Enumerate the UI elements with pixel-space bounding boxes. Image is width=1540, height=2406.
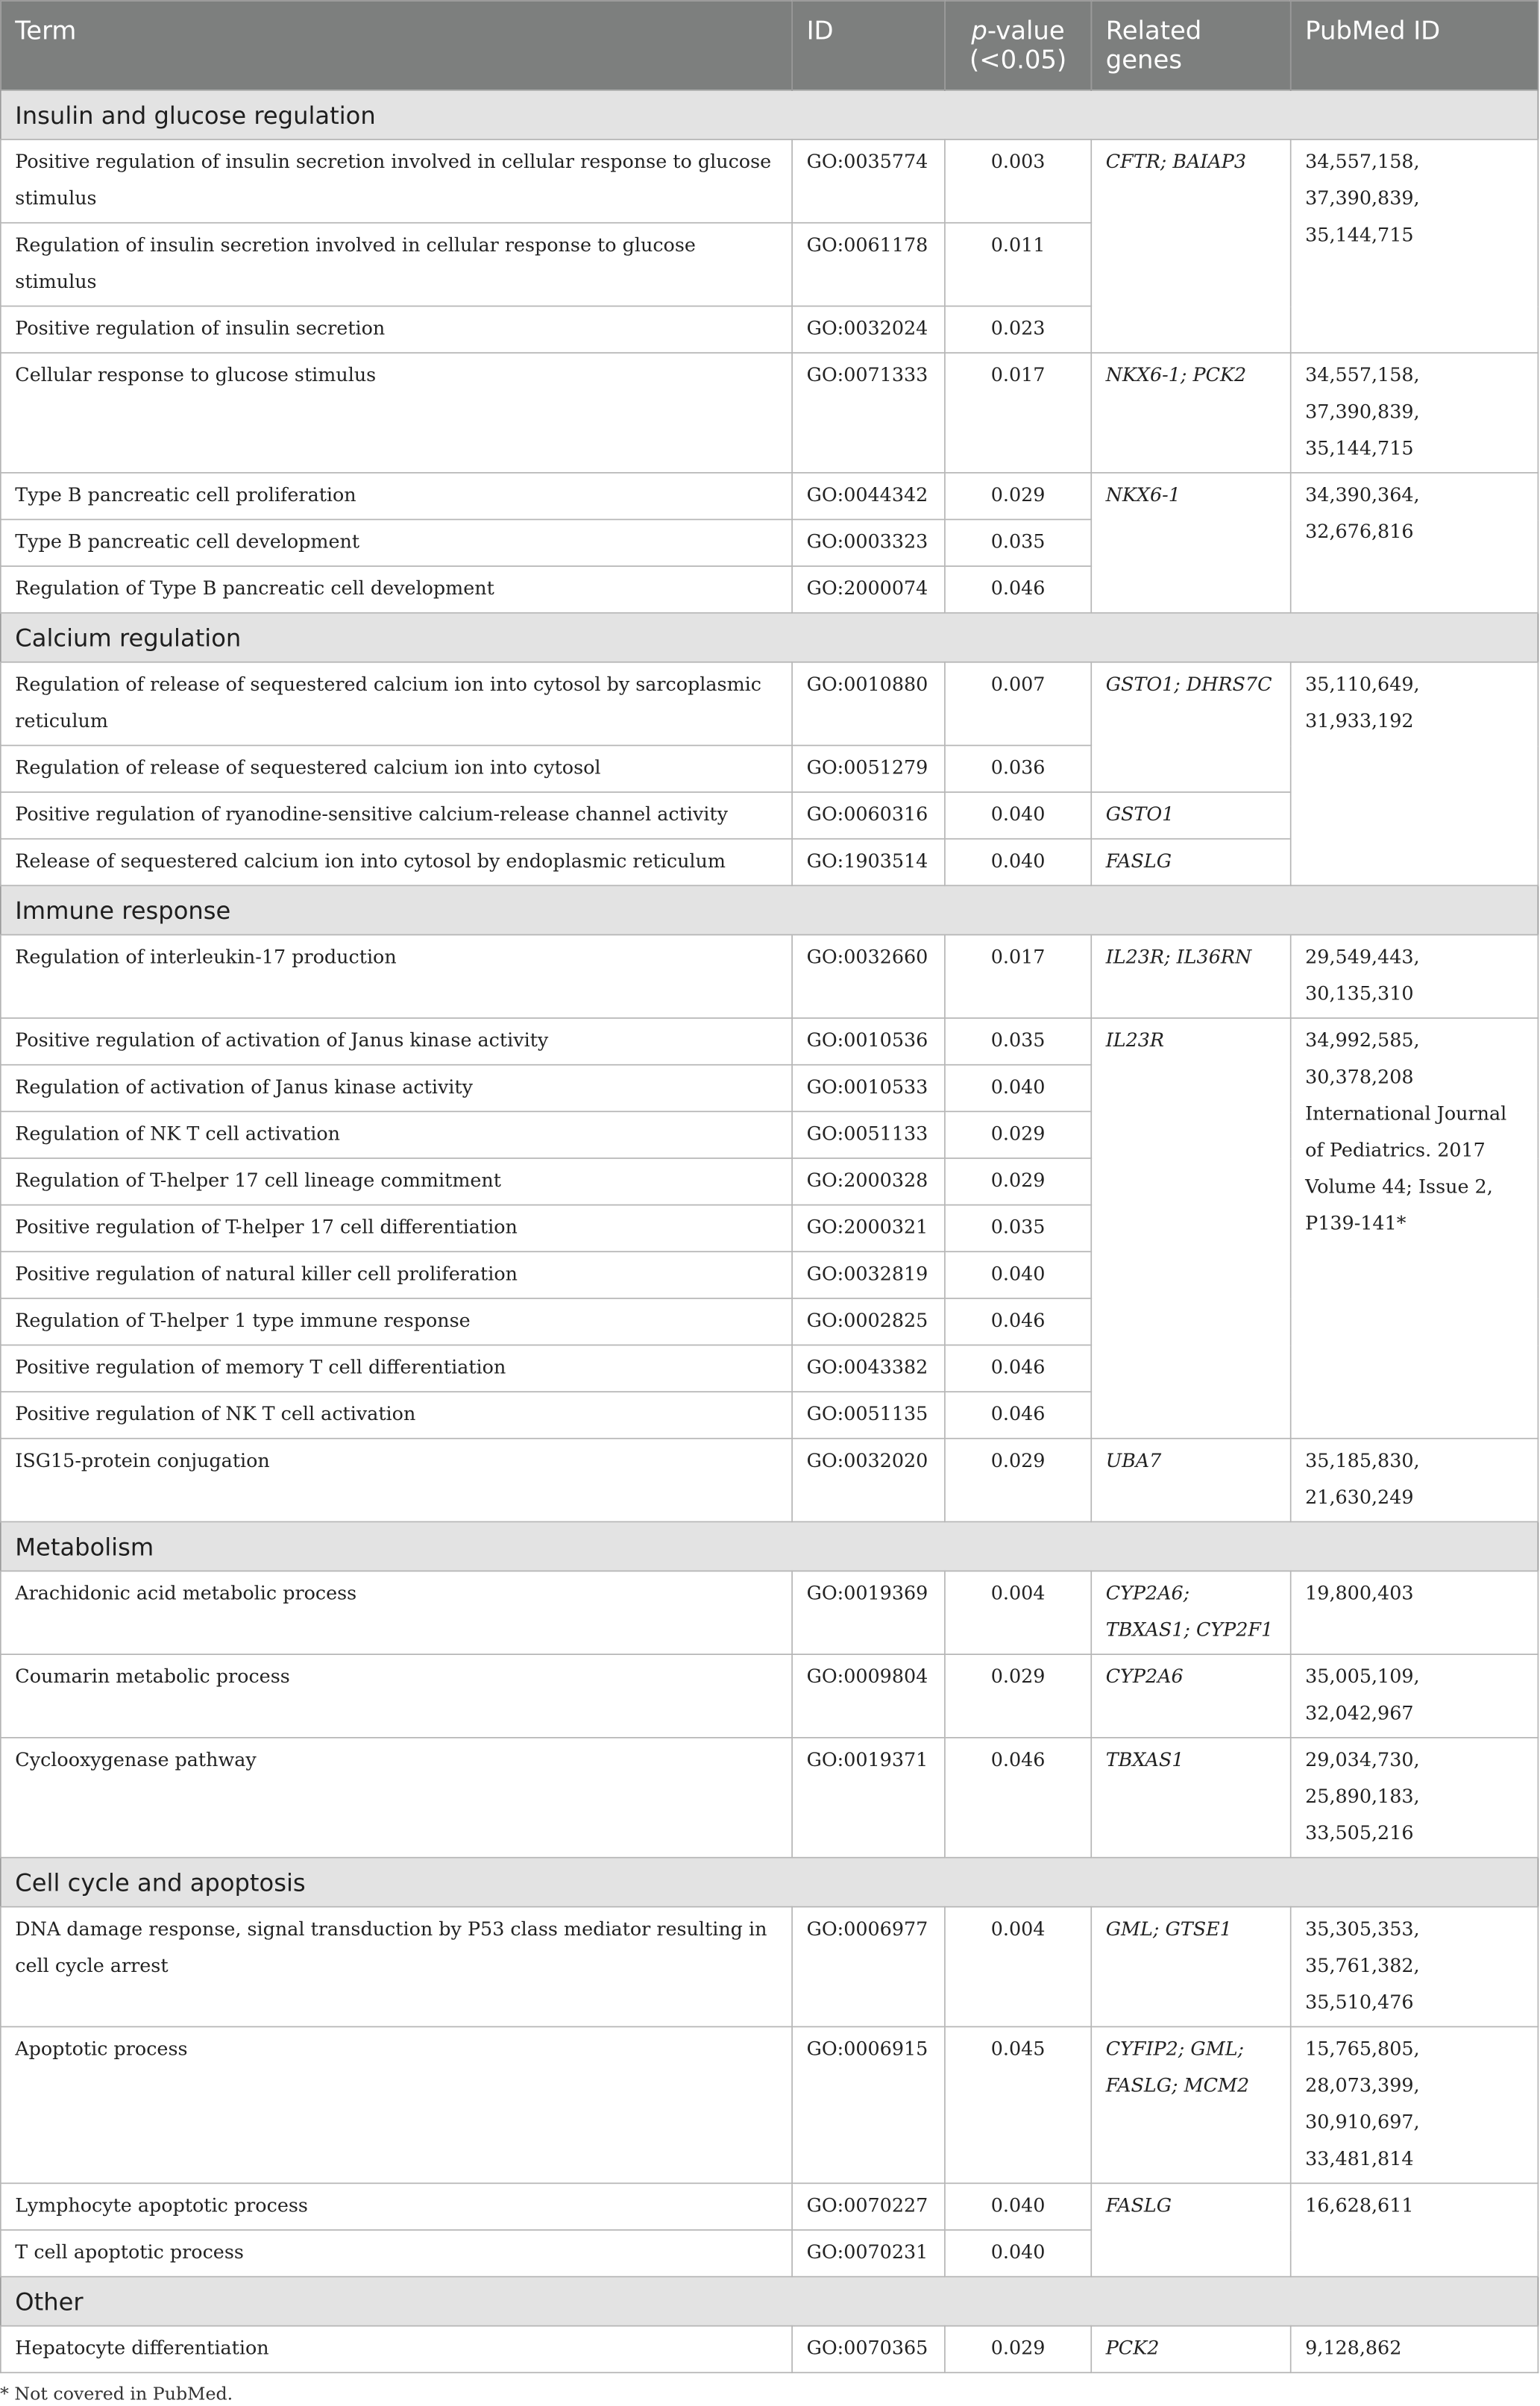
pubmed-cell: 29,034,730, 25,890,183, 33,505,216: [1291, 1738, 1539, 1858]
pvalue-cell: 0.004: [945, 1907, 1091, 2027]
section-title: Other: [1, 2277, 1539, 2326]
id-cell: GO:0032020: [792, 1439, 945, 1522]
section-title: Immune response: [1, 885, 1539, 935]
term-cell: Positive regulation of NK T cell activation: [1, 1392, 792, 1439]
id-cell: GO:0032660: [792, 935, 945, 1018]
term-cell: Cyclooxygenase pathway: [1, 1738, 792, 1858]
id-cell: GO:0051133: [792, 1111, 945, 1158]
genes-cell: FASLG: [1091, 839, 1290, 886]
genes-cell: GSTO1: [1091, 792, 1290, 839]
pubmed-cell: 35,185,830, 21,630,249: [1291, 1439, 1539, 1522]
pvalue-cell: 0.040: [945, 2183, 1091, 2230]
genes-cell: CYFIP2; GML; FASLG; MCM2: [1091, 2026, 1290, 2183]
genes-cell: NKX6-1; PCK2: [1091, 353, 1290, 473]
id-cell: GO:0051279: [792, 745, 945, 792]
genes-cell: PCK2: [1091, 2326, 1290, 2373]
footnote: * Not covered in PubMed.: [0, 2384, 233, 2405]
term-cell: Apoptotic process: [1, 2026, 792, 2183]
pvalue-cell: 0.036: [945, 745, 1091, 792]
term-cell: Regulation of insulin secretion involved in cellular response to glucose stimulus: [1, 223, 792, 307]
id-cell: GO:1903514: [792, 839, 945, 886]
id-cell: GO:0006915: [792, 2026, 945, 2183]
section-row: [1, 2277, 1539, 2326]
pvalue-cell: 0.029: [945, 1158, 1091, 1205]
id-cell: GO:0051135: [792, 1392, 945, 1439]
table-row: [1, 662, 1539, 746]
genes-cell: NKX6-1: [1091, 473, 1290, 613]
pubmed-cell: 16,628,611: [1291, 2183, 1539, 2276]
pvalue-cell: 0.011: [945, 223, 1091, 307]
pvalue-cell: 0.017: [945, 353, 1091, 473]
term-cell: Regulation of T-helper 17 cell lineage commitment: [1, 1158, 792, 1205]
term-cell: Positive regulation of natural killer cell proliferation: [1, 1251, 792, 1298]
id-cell: GO:0070227: [792, 2183, 945, 2230]
term-cell: Regulation of activation of Janus kinase activity: [1, 1065, 792, 1112]
pvalue-cell: 0.017: [945, 935, 1091, 1018]
id-cell: GO:0002825: [792, 1298, 945, 1345]
table-row: [1, 1018, 1539, 1065]
table-row: [1, 2326, 1539, 2373]
id-cell: GO:0032024: [792, 306, 945, 353]
pubmed-cell: 15,765,805, 28,073,399, 30,910,697, 33,481,814: [1291, 2026, 1539, 2183]
genes-cell: CFTR; BAIAP3: [1091, 139, 1290, 353]
pubmed-cell: 34,992,585, 30,378,208 International Journal of Pediatrics. 2017 Volume 44; Issue 2, P139-141*: [1291, 1018, 1539, 1439]
table-row: [1, 353, 1539, 473]
genes-cell: GSTO1; DHRS7C: [1091, 662, 1290, 792]
pvalue-cell: 0.040: [945, 839, 1091, 886]
pvalue-cell: 0.029: [945, 1654, 1091, 1738]
term-cell: Lymphocyte apoptotic process: [1, 2183, 792, 2230]
id-cell: GO:0010533: [792, 1065, 945, 1112]
term-cell: T cell apoptotic process: [1, 2230, 792, 2277]
header-genes: Related genes: [1091, 1, 1290, 90]
genes-cell: TBXAS1: [1091, 1738, 1290, 1858]
id-cell: GO:0019371: [792, 1738, 945, 1858]
genes-cell: CYP2A6: [1091, 1654, 1290, 1738]
pvalue-cell: 0.003: [945, 139, 1091, 223]
section-row: [1, 90, 1539, 139]
id-cell: GO:0060316: [792, 792, 945, 839]
id-cell: GO:0009804: [792, 1654, 945, 1738]
pvalue-cell: 0.040: [945, 1251, 1091, 1298]
pubmed-cell: 29,549,443, 30,135,310: [1291, 935, 1539, 1018]
pvalue-cell: 0.040: [945, 1065, 1091, 1112]
id-cell: GO:0070231: [792, 2230, 945, 2277]
pvalue-cell: 0.045: [945, 2026, 1091, 2183]
pubmed-cell: 34,390,364, 32,676,816: [1291, 473, 1539, 613]
pvalue-cell: 0.040: [945, 2230, 1091, 2277]
term-cell: DNA damage response, signal transduction by P53 class mediator resulting in cell cycle arrest: [1, 1907, 792, 2027]
pvalue-cell: 0.029: [945, 2326, 1091, 2373]
id-cell: GO:0044342: [792, 473, 945, 520]
id-cell: GO:0035774: [792, 139, 945, 223]
section-row: [1, 885, 1539, 935]
id-cell: GO:2000328: [792, 1158, 945, 1205]
id-cell: GO:2000321: [792, 1205, 945, 1252]
section-row: [1, 1521, 1539, 1571]
genes-cell: CYP2A6; TBXAS1; CYP2F1: [1091, 1571, 1290, 1654]
term-cell: Regulation of NK T cell activation: [1, 1111, 792, 1158]
pvalue-cell: 0.046: [945, 1738, 1091, 1858]
pvalue-cell: 0.046: [945, 566, 1091, 613]
term-cell: Positive regulation of ryanodine-sensitive calcium-release channel activity: [1, 792, 792, 839]
id-cell: GO:0010880: [792, 662, 945, 746]
section-title: Calcium regulation: [1, 613, 1539, 662]
section-row: [1, 1858, 1539, 1907]
table-row: [1, 1654, 1539, 1738]
id-cell: GO:0043382: [792, 1345, 945, 1392]
id-cell: GO:0070365: [792, 2326, 945, 2373]
term-cell: Cellular response to glucose stimulus: [1, 353, 792, 473]
genes-cell: IL23R: [1091, 1018, 1290, 1439]
id-cell: GO:0032819: [792, 1251, 945, 1298]
term-cell: Type B pancreatic cell development: [1, 520, 792, 567]
term-cell: Regulation of T-helper 1 type immune response: [1, 1298, 792, 1345]
genes-cell: FASLG: [1091, 2183, 1290, 2276]
pubmed-cell: 19,800,403: [1291, 1571, 1539, 1654]
pvalue-cell: 0.007: [945, 662, 1091, 746]
section-title: Metabolism: [1, 1521, 1539, 1571]
term-cell: Regulation of release of sequestered calcium ion into cytosol: [1, 745, 792, 792]
pubmed-cell: 9,128,862: [1291, 2326, 1539, 2373]
genes-cell: IL23R; IL36RN: [1091, 935, 1290, 1018]
term-cell: Positive regulation of insulin secretion involved in cellular response to glucose stimulus: [1, 139, 792, 223]
pvalue-cell: 0.004: [945, 1571, 1091, 1654]
term-cell: Type B pancreatic cell proliferation: [1, 473, 792, 520]
table-row: [1, 935, 1539, 1018]
header-id: ID: [792, 1, 945, 90]
pvalue-cell: 0.023: [945, 306, 1091, 353]
header-pvalue: p-value (<0.05): [945, 1, 1091, 90]
section-title: Insulin and glucose regulation: [1, 90, 1539, 139]
pvalue-cell: 0.046: [945, 1298, 1091, 1345]
header-term: Term: [1, 1, 792, 90]
id-cell: GO:0061178: [792, 223, 945, 307]
genes-cell: UBA7: [1091, 1439, 1290, 1522]
id-cell: GO:0010536: [792, 1018, 945, 1065]
table-row: [1, 1738, 1539, 1858]
pubmed-cell: 35,005,109, 32,042,967: [1291, 1654, 1539, 1738]
pvalue-cell: 0.046: [945, 1392, 1091, 1439]
table-row: [1, 1571, 1539, 1654]
pubmed-cell: 34,557,158, 37,390,839, 35,144,715: [1291, 139, 1539, 353]
id-cell: GO:0006977: [792, 1907, 945, 2027]
id-cell: GO:2000074: [792, 566, 945, 613]
pubmed-cell: 35,305,353, 35,761,382, 35,510,476: [1291, 1907, 1539, 2027]
pubmed-cell: 34,557,158, 37,390,839, 35,144,715: [1291, 353, 1539, 473]
id-cell: GO:0003323: [792, 520, 945, 567]
table-row: [1, 1907, 1539, 2027]
pvalue-cell: 0.035: [945, 1205, 1091, 1252]
header-row: [1, 1, 1539, 90]
pvalue-cell: 0.040: [945, 792, 1091, 839]
table-row: [1, 139, 1539, 223]
term-cell: Coumarin metabolic process: [1, 1654, 792, 1738]
section-title: Cell cycle and apoptosis: [1, 1858, 1539, 1907]
term-cell: Release of sequestered calcium ion into cytosol by endoplasmic reticulum: [1, 839, 792, 886]
term-cell: Regulation of Type B pancreatic cell development: [1, 566, 792, 613]
genes-cell: GML; GTSE1: [1091, 1907, 1290, 2027]
pubmed-cell: 35,110,649, 31,933,192: [1291, 662, 1539, 886]
term-cell: Positive regulation of insulin secretion: [1, 306, 792, 353]
id-cell: GO:0071333: [792, 353, 945, 473]
table-row: [1, 1439, 1539, 1522]
table-row: [1, 473, 1539, 520]
pvalue-cell: 0.046: [945, 1345, 1091, 1392]
term-cell: Regulation of interleukin-17 production: [1, 935, 792, 1018]
pvalue-cell: 0.029: [945, 473, 1091, 520]
header-pubmed: PubMed ID: [1291, 1, 1539, 90]
pvalue-cell: 0.029: [945, 1111, 1091, 1158]
term-cell: Hepatocyte differentiation: [1, 2326, 792, 2373]
term-cell: Positive regulation of T-helper 17 cell differentiation: [1, 1205, 792, 1252]
id-cell: GO:0019369: [792, 1571, 945, 1654]
table-row: [1, 2183, 1539, 2230]
table-row: [1, 2026, 1539, 2183]
term-cell: Positive regulation of activation of Janus kinase activity: [1, 1018, 792, 1065]
term-cell: ISG15-protein conjugation: [1, 1439, 792, 1522]
section-row: [1, 613, 1539, 662]
pvalue-cell: 0.035: [945, 1018, 1091, 1065]
pvalue-cell: 0.035: [945, 520, 1091, 567]
term-cell: Positive regulation of memory T cell differentiation: [1, 1345, 792, 1392]
pvalue-cell: 0.029: [945, 1439, 1091, 1522]
term-cell: Arachidonic acid metabolic process: [1, 1571, 792, 1654]
term-cell: Regulation of release of sequestered calcium ion into cytosol by sarcoplasmic reticulum: [1, 662, 792, 746]
